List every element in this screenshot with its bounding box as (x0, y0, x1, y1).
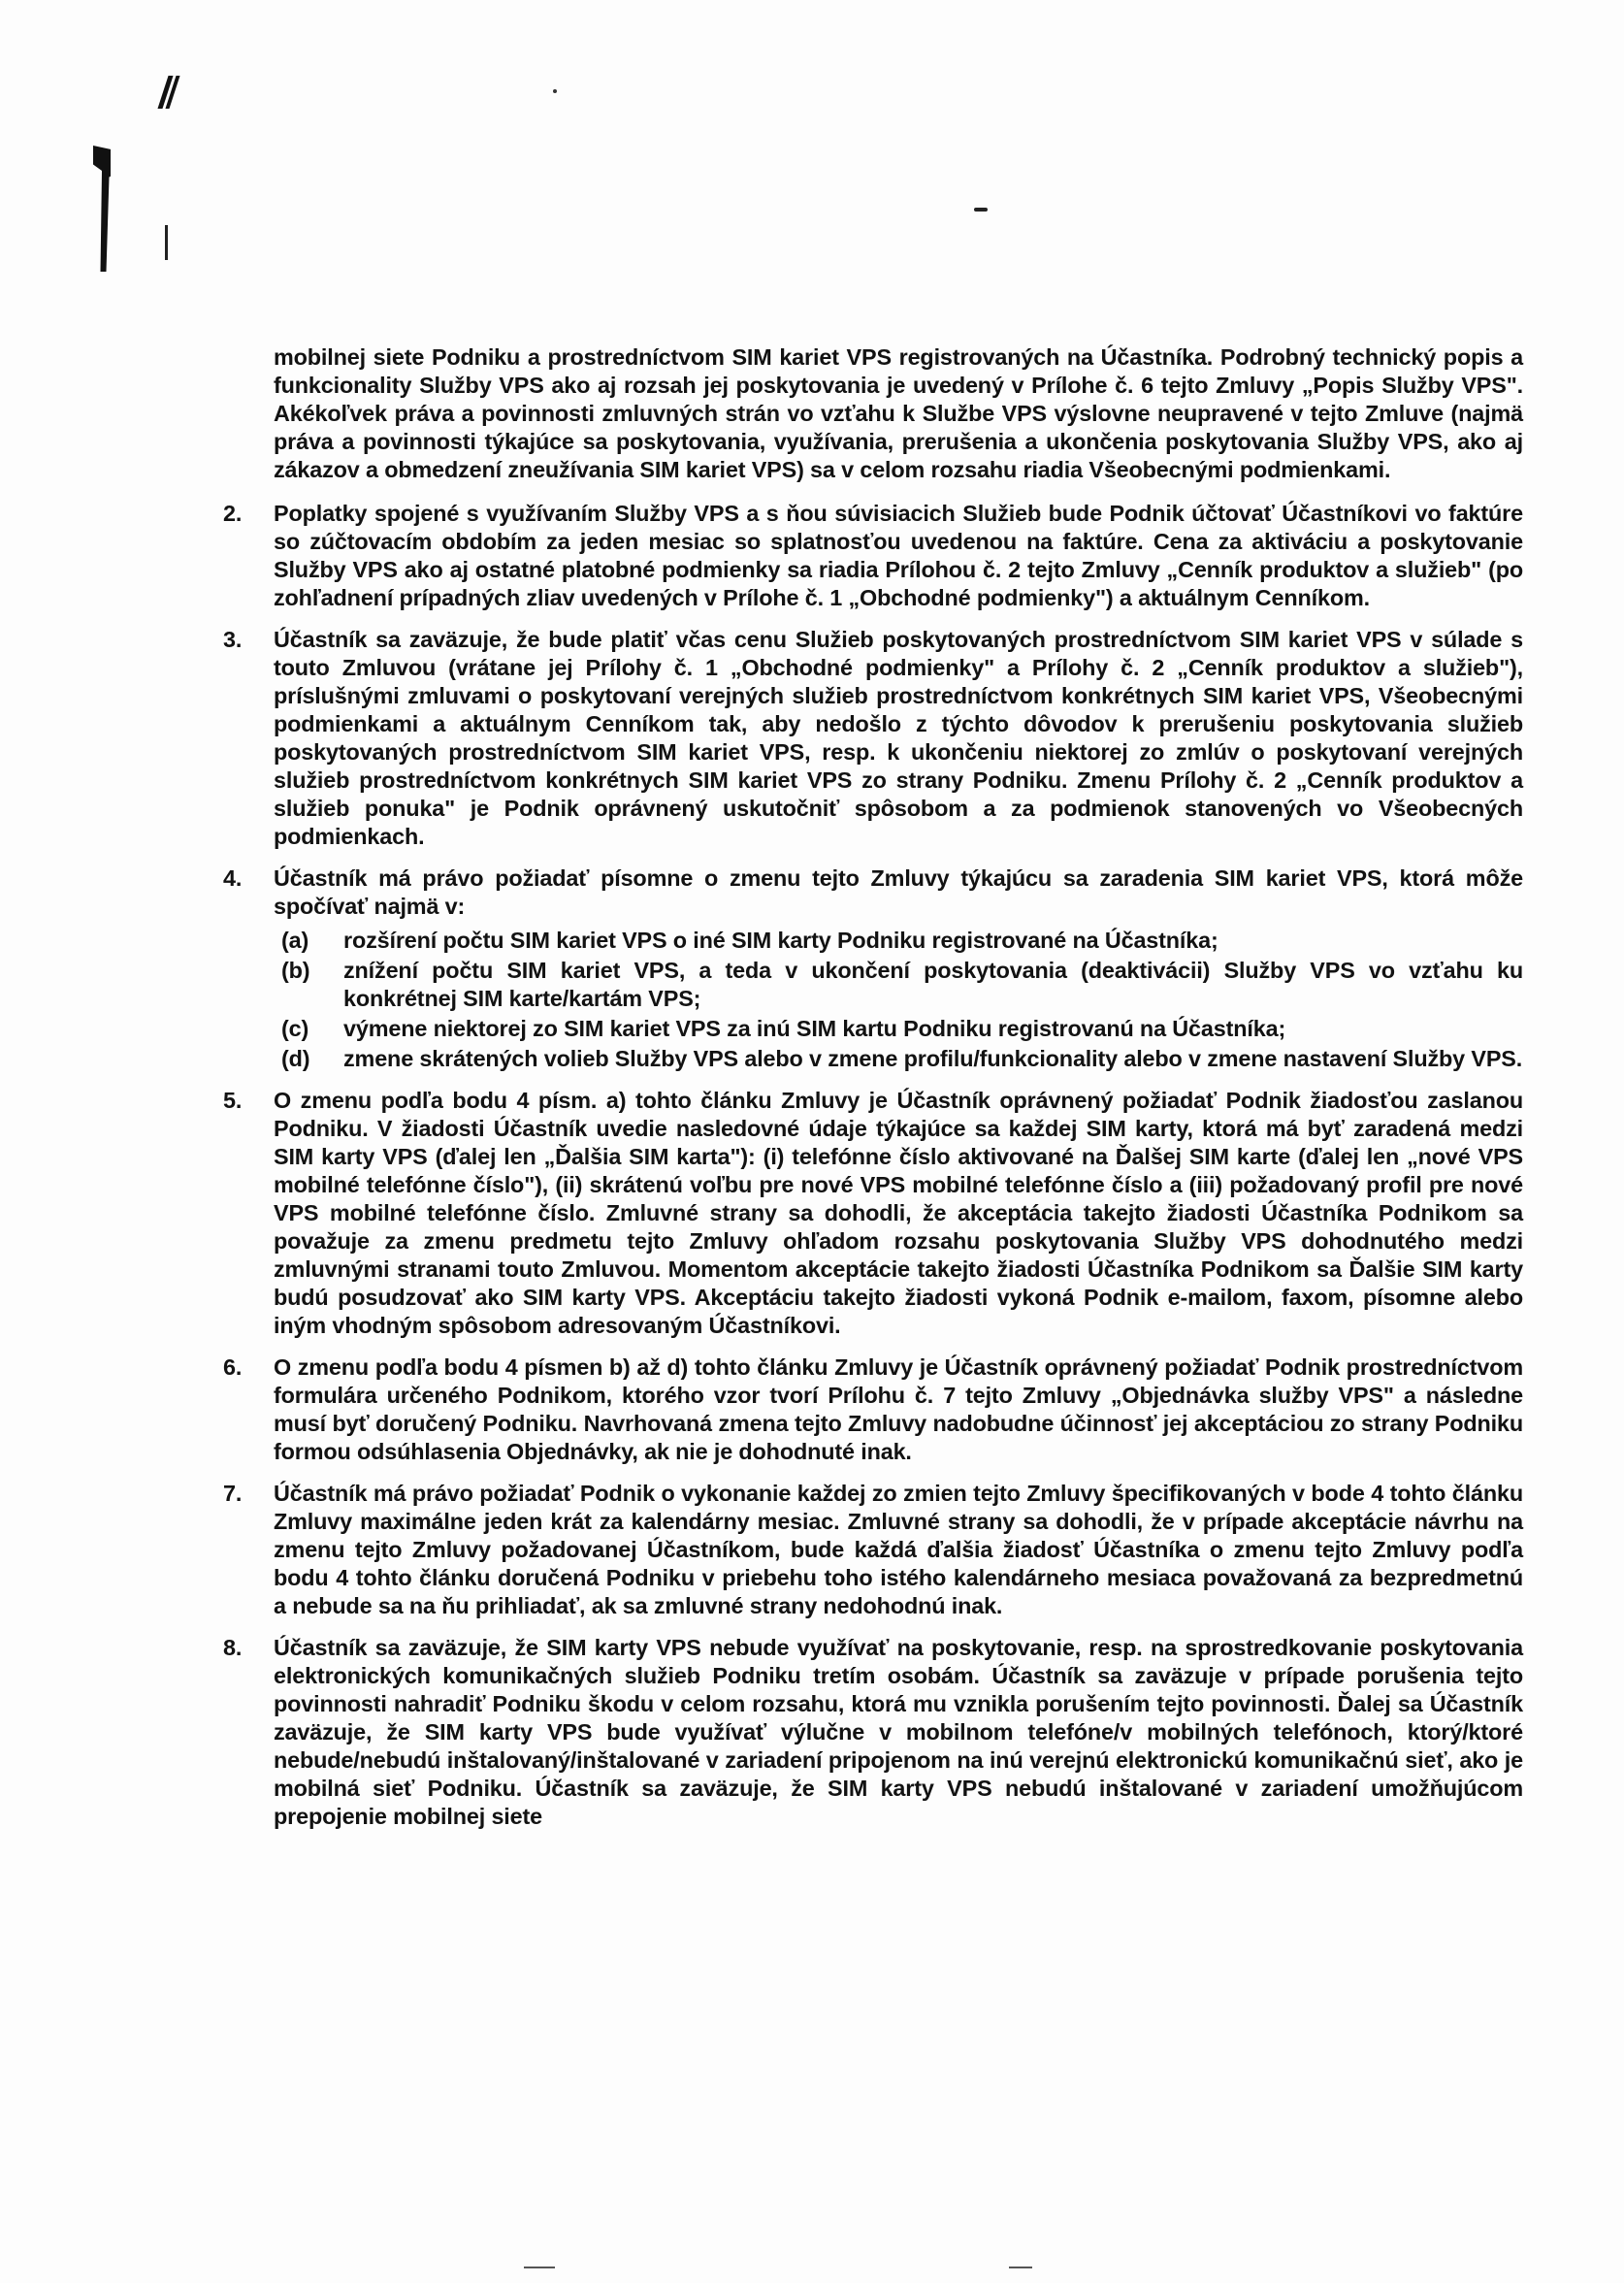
sub-item-a (274, 927, 1523, 955)
sub-item-text: rozšírení počtu SIM kariet VPS o iné SIM karty Podniku registrované na Účastníka; (343, 928, 1218, 953)
clause-text: O zmenu podľa bodu 4 písm. a) tohto článku Zmluvy je Účastník oprávnený požiadať Podnik žiadosťou zaslanou Podniku. V žiadosti Účastník uvedie nasledovné údaje týkajúce sa každej SIM karty, ktorá má byť zaradená medzi SIM karty VPS (ďalej len „Ďalšia SIM karta"): (i) telefónne číslo aktivované na Ďalšej SIM karte (ďalej len „nové VPS mobilné telefónne číslo"), (ii) skrátenú voľbu pre nové VPS mobilné telefónne číslo a (iii) požadovaný profil pre nové VPS mobilné telefónne číslo. Zmluvné strany sa dohodli, že akceptácia takejto žiadosti Účastníka Podnikom sa považuje za zmenu predmetu tejto Zmluvy ohľadom rozsahu poskytovania Služby VPS dohodnutého medzi zmluvnými stranami touto Zmluvou. Momentom akceptácie takejto žiadosti Účastníka Podnikom sa Ďalšie SIM karty budú posudzovať ako SIM karty VPS. Akceptáciu takejto žiadosti vykoná Podnik e-mailom, faxom, písomne alebo iným vhodným spôsobom adresovaným Účastníkovi. (274, 1088, 1523, 1338)
sub-item-b (274, 957, 1523, 1013)
clause-8 (223, 1634, 1523, 1831)
sub-item-text: zmene skrátených volieb Služby VPS alebo v zmene profilu/funkcionality alebo v zmene nastavení Služby VPS. (343, 1046, 1523, 1071)
clause-7 (223, 1480, 1523, 1620)
scan-line-bottom-left (524, 2267, 555, 2268)
clause-4-sublist (274, 927, 1523, 1073)
sub-item-letter: (c) (281, 1016, 309, 1041)
contract-text (223, 343, 1523, 1844)
clause-number: 4. (223, 865, 243, 891)
scan-mark-left (93, 146, 122, 272)
scan-mark-tilde (974, 208, 988, 212)
clause-number: 7. (223, 1481, 243, 1506)
scan-line-bottom-right (1009, 2267, 1032, 2268)
scan-mark-top (157, 76, 179, 109)
sub-item-letter: (b) (281, 958, 310, 983)
clause-number: 5. (223, 1088, 243, 1113)
clause-5 (223, 1087, 1523, 1340)
clause-2 (223, 500, 1523, 612)
sub-item-text: výmene niektorej zo SIM kariet VPS za inú SIM kartu Podniku registrovanú na Účastníka; (343, 1016, 1286, 1041)
clause-number: 6. (223, 1354, 243, 1380)
scan-mark-bar (165, 225, 168, 260)
clause-4 (223, 864, 1523, 1073)
clause-text: Účastník sa zaväzuje, že bude platiť včas cenu Služieb poskytovaných prostredníctvom SIM kariet VPS v súlade s touto Zmluvou (vrátane jej Prílohy č. 1 „Obchodné podmienky" a Prílohy č. 2 „Cenník produktov a služieb"), príslušnými zmluvami o poskytovaní verejných služieb prostredníctvom konkrétnych SIM kariet VPS, Všeobecnými podmienkami a aktuálnym Cenníkom tak, aby nedošlo z týchto dôvodov k prerušeniu poskytovania služieb poskytovaných prostredníctvom SIM kariet VPS, resp. k ukončeniu niektorej zo zmlúv o poskytovaní verejných služieb prostredníctvom konkrétnych SIM kariet VPS zo strany Podniku. Zmenu Prílohy č. 2 „Cenník produktov a služieb ponuka" je Podnik oprávnený uskutočniť spôsobom a za podmienok stanovených vo Všeobecných podmienkach. (274, 627, 1523, 849)
clause-6 (223, 1353, 1523, 1466)
clause-3 (223, 626, 1523, 851)
clause-text: O zmenu podľa bodu 4 písmen b) až d) tohto článku Zmluvy je Účastník oprávnený požiadať Podnik prostredníctvom formulára určeného Podnikom, ktorého vzor tvorí Prílohu č. 7 tejto Zmluvy „Objednávka služby VPS" a následne musí byť doručený Podniku. Navrhovaná zmena tejto Zmluvy nadobudne účinnosť jej akceptáciou zo strany Podniku formou odsúhlasenia Objednávky, ak nie je dohodnuté inak. (274, 1354, 1523, 1464)
clause-text: Účastník má právo požiadať písomne o zmenu tejto Zmluvy týkajúcu sa zaradenia SIM kariet VPS, ktorá môže spočívať najmä v: (274, 865, 1523, 919)
clause-text: Účastník sa zaväzuje, že SIM karty VPS nebude využívať na poskytovanie, resp. na sprostredkovanie poskytovania elektronických komunikačných služieb Podniku tretím osobám. Účastník sa zaväzuje v prípade porušenia tejto povinnosti nahradiť Podniku škodu v celom rozsahu, ktorá mu vznikla porušením tejto povinnosti. Ďalej sa Účastník zaväzuje, že SIM karty VPS bude využívať výlučne v mobilnom telefóne/v mobilných telefónoch, ktorý/ktoré nebude/nebudú inštalovaný/inštalované v zariadení pripojenom na inú verejnú elektronickú komunikačnú sieť, ako je mobilná sieť Podniku. Účastník sa zaväzuje, že SIM karty VPS nebudú inštalované v zariadení umožňujúcom prepojenie mobilnej siete (274, 1635, 1523, 1829)
clause-number: 3. (223, 627, 243, 652)
sub-item-text: znížení počtu SIM kariet VPS, a teda v ukončení poskytovania (deaktivácii) Služby VPS vo vzťahu ku konkrétnej SIM karte/kartám VPS; (343, 958, 1523, 1011)
sub-item-letter: (a) (281, 928, 309, 953)
sub-item-c (274, 1015, 1523, 1043)
sub-item-letter: (d) (281, 1046, 310, 1071)
clause-number: 8. (223, 1635, 243, 1660)
intro-paragraph: mobilnej siete Podniku a prostredníctvom SIM kariet VPS registrovaných na Účastníka. Podrobný technický popis a funkcionality Služby VPS ako aj rozsah jej poskytovania je uvedený v Prílohe č. 6 tejto Zmluvy „Popis Služby VPS". Akékoľvek práva a povinnosti zmluvných strán vo vzťahu k Službe VPS výslovne neupravené v tejto Zmluve (najmä práva a povinnosti týkajúce sa poskytovania, využívania, prerušenia a ukončenia poskytovania Služby VPS, ako aj zákazov a obmedzení zneužívania SIM kariet VPS) sa v celom rozsahu riadia Všeobecnými podmienkami. (274, 344, 1523, 482)
clause-text: Poplatky spojené s využívaním Služby VPS a s ňou súvisiacich Služieb bude Podnik účtovať Účastníkovi vo faktúre so zúčtovacím obdobím za jeden mesiac so splatnosťou uvedenou na faktúre. Cena za aktiváciu a poskytovanie Služby VPS ako aj ostatné platobné podmienky sa riadia Prílohou č. 2 tejto Zmluvy „Cenník produktov a služieb" (po zohľadnení prípadných zliav uvedených v Prílohe č. 1 „Obchodné podmienky") a aktuálnym Cenníkom. (274, 501, 1523, 610)
clause-text: Účastník má právo požiadať Podnik o vykonanie každej zo zmien tejto Zmluvy špecifikovaných v bode 4 tohto článku Zmluvy maximálne jeden krát za kalendárny mesiac. Zmluvné strany sa dohodli, že v prípade akceptácie návrhu na zmenu tejto Zmluvy požadovanej Účastníkom, bude každá ďalšia žiadosť Účastníka o zmenu tejto Zmluvy podľa bodu 4 tohto článku doručená Podniku v priebehu toho istého kalendárneho mesiaca považovaná za bezpredmetnú a nebude sa na ňu prihliadať, ak sa zmluvné strany nedohodnú inak. (274, 1481, 1523, 1618)
clause-number: 2. (223, 501, 243, 526)
scan-mark-dot (553, 89, 557, 93)
sub-item-d (274, 1045, 1523, 1073)
